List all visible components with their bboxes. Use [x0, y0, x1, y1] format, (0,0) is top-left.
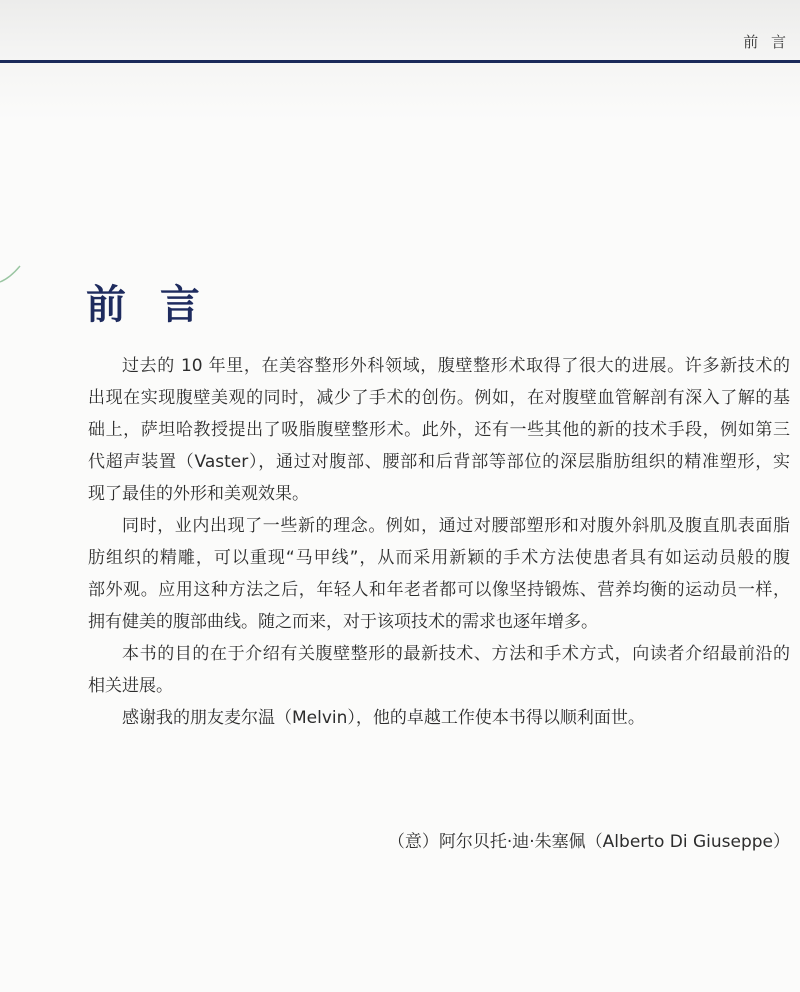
paragraph: [88, 350, 790, 510]
paragraph: [88, 510, 790, 638]
paragraph-line: 同时，业内出现了一些新的理念。例如，通过对腰部塑形和对腹外斜肌及腹直肌表面脂: [122, 516, 790, 536]
paragraph-line: 过去的 10 年里，在美容整形外科领域，腹壁整形术取得了很大的进展。许多新技术的: [122, 356, 790, 376]
header-rule: [0, 60, 800, 63]
paragraph-line: 代超声装置（Vaster），通过对腹部、腰部和后背部等部位的深层脂肪组织的精准塑形，实: [88, 452, 790, 472]
author-signature: （意）阿尔贝托·迪·朱塞佩（Alberto Di Giuseppe）: [387, 832, 790, 852]
paragraph-line: 础上，萨坦哈教授提出了吸脂腹壁整形术。此外，还有一些其他的新的技术手段，例如第三: [88, 420, 790, 440]
paragraph-line: 拥有健美的腹部曲线。随之而来，对于该项技术的需求也逐年增多。: [88, 612, 598, 632]
paragraph-line: 本书的目的在于介绍有关腹壁整形的最新技术、方法和手术方式，向读者介绍最前沿的: [122, 644, 790, 664]
paragraph-line: 肪组织的精雕，可以重现“马甲线”，从而采用新颖的手术方法使患者具有如运动员般的腹: [88, 548, 790, 568]
body-text: [88, 350, 790, 734]
page-title: 前 言: [86, 282, 210, 328]
paragraph-line: 相关进展。: [88, 676, 173, 696]
paragraph-line: 感谢我的朋友麦尔温（Melvin），他的卓越工作使本书得以顺利面世。: [122, 708, 645, 728]
decorative-curve: [0, 252, 34, 286]
paragraph-line: 现了最佳的外形和美观效果。: [88, 484, 309, 504]
running-header: 前 言: [743, 33, 790, 51]
paragraph-line: 出现在实现腹壁美观的同时，减少了手术的创伤。例如，在对腹壁血管解剖有深入了解的基: [88, 388, 790, 408]
paragraph: [88, 638, 790, 702]
paragraph-line: 部外观。应用这种方法之后，年轻人和年老者都可以像坚持锻炼、营养均衡的运动员一样，: [88, 580, 790, 600]
paragraph: [88, 702, 790, 734]
